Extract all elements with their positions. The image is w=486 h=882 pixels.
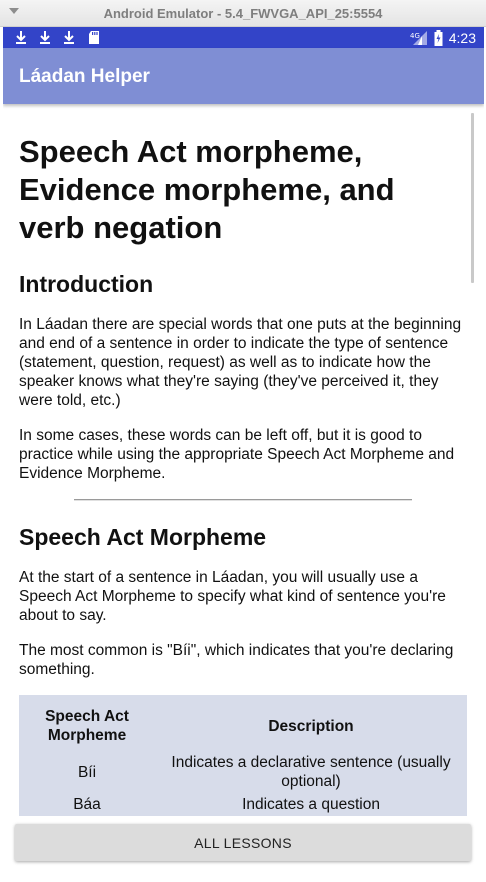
device-screen bbox=[3, 27, 484, 880]
paragraph: In Láadan there are special words that one puts at the beginning and end of a sentence in order to indicate the type of sentence (statement, question, request) as well as to indicate how the speaker knows what they're saying (they've perceived it, they were told, etc.) bbox=[19, 316, 462, 409]
paragraph: In some cases, these words can be left off, but it is good to practice while using the appropriate Speech Act Morpheme and Evidence Morpheme. bbox=[19, 427, 455, 482]
table-header-cell: Speech Act Morpheme bbox=[45, 708, 129, 744]
emulator-title-bar bbox=[0, 0, 486, 27]
clock-time: 4:23 bbox=[448, 29, 476, 46]
scrollbar-thumb[interactable] bbox=[471, 113, 474, 283]
lesson-content[interactable] bbox=[3, 111, 484, 822]
table-header-cell: Description bbox=[268, 717, 354, 735]
page-title: Speech Act morpheme, Evidence morpheme, and verb negation bbox=[19, 134, 395, 245]
section-heading-introduction: Introduction bbox=[19, 271, 154, 297]
table-row bbox=[19, 751, 467, 793]
table-cell: Indicates a question bbox=[242, 796, 380, 813]
app-title: Láadan Helper bbox=[19, 66, 150, 87]
download-icon bbox=[62, 29, 76, 46]
paragraph: The most common is "Bíi", which indicates that you're declaring something. bbox=[19, 642, 454, 678]
table-header-row bbox=[19, 695, 467, 751]
window-title: Android Emulator - 5.4_FWVGA_API_25:5554 bbox=[103, 6, 383, 21]
table-row bbox=[19, 793, 467, 816]
lesson-article bbox=[19, 111, 467, 816]
network-type-label: 4G bbox=[409, 31, 420, 40]
download-icon bbox=[14, 29, 28, 46]
table-cell: Báa bbox=[73, 796, 101, 813]
download-icon bbox=[38, 29, 52, 46]
battery-icon bbox=[434, 30, 443, 46]
section-heading-speech-act-morpheme: Speech Act Morpheme bbox=[19, 524, 267, 550]
app-bar bbox=[3, 48, 484, 104]
all-lessons-button[interactable]: ALL LESSONS bbox=[15, 824, 471, 861]
sd-card-icon bbox=[87, 29, 101, 46]
paragraph: At the start of a sentence in Láadan, you will usually use a Speech Act Morpheme to specify what kind of sentence you're about to say. bbox=[19, 569, 446, 624]
morpheme-table bbox=[19, 695, 467, 816]
bottom-bar bbox=[3, 822, 484, 880]
cell-signal-icon bbox=[410, 30, 428, 46]
table-cell: Bíi bbox=[77, 763, 97, 781]
divider bbox=[74, 499, 412, 501]
status-bar bbox=[3, 27, 484, 48]
table-cell: Indicates a declarative sentence (usually optional) bbox=[171, 754, 451, 790]
navigation-strip bbox=[3, 866, 484, 880]
